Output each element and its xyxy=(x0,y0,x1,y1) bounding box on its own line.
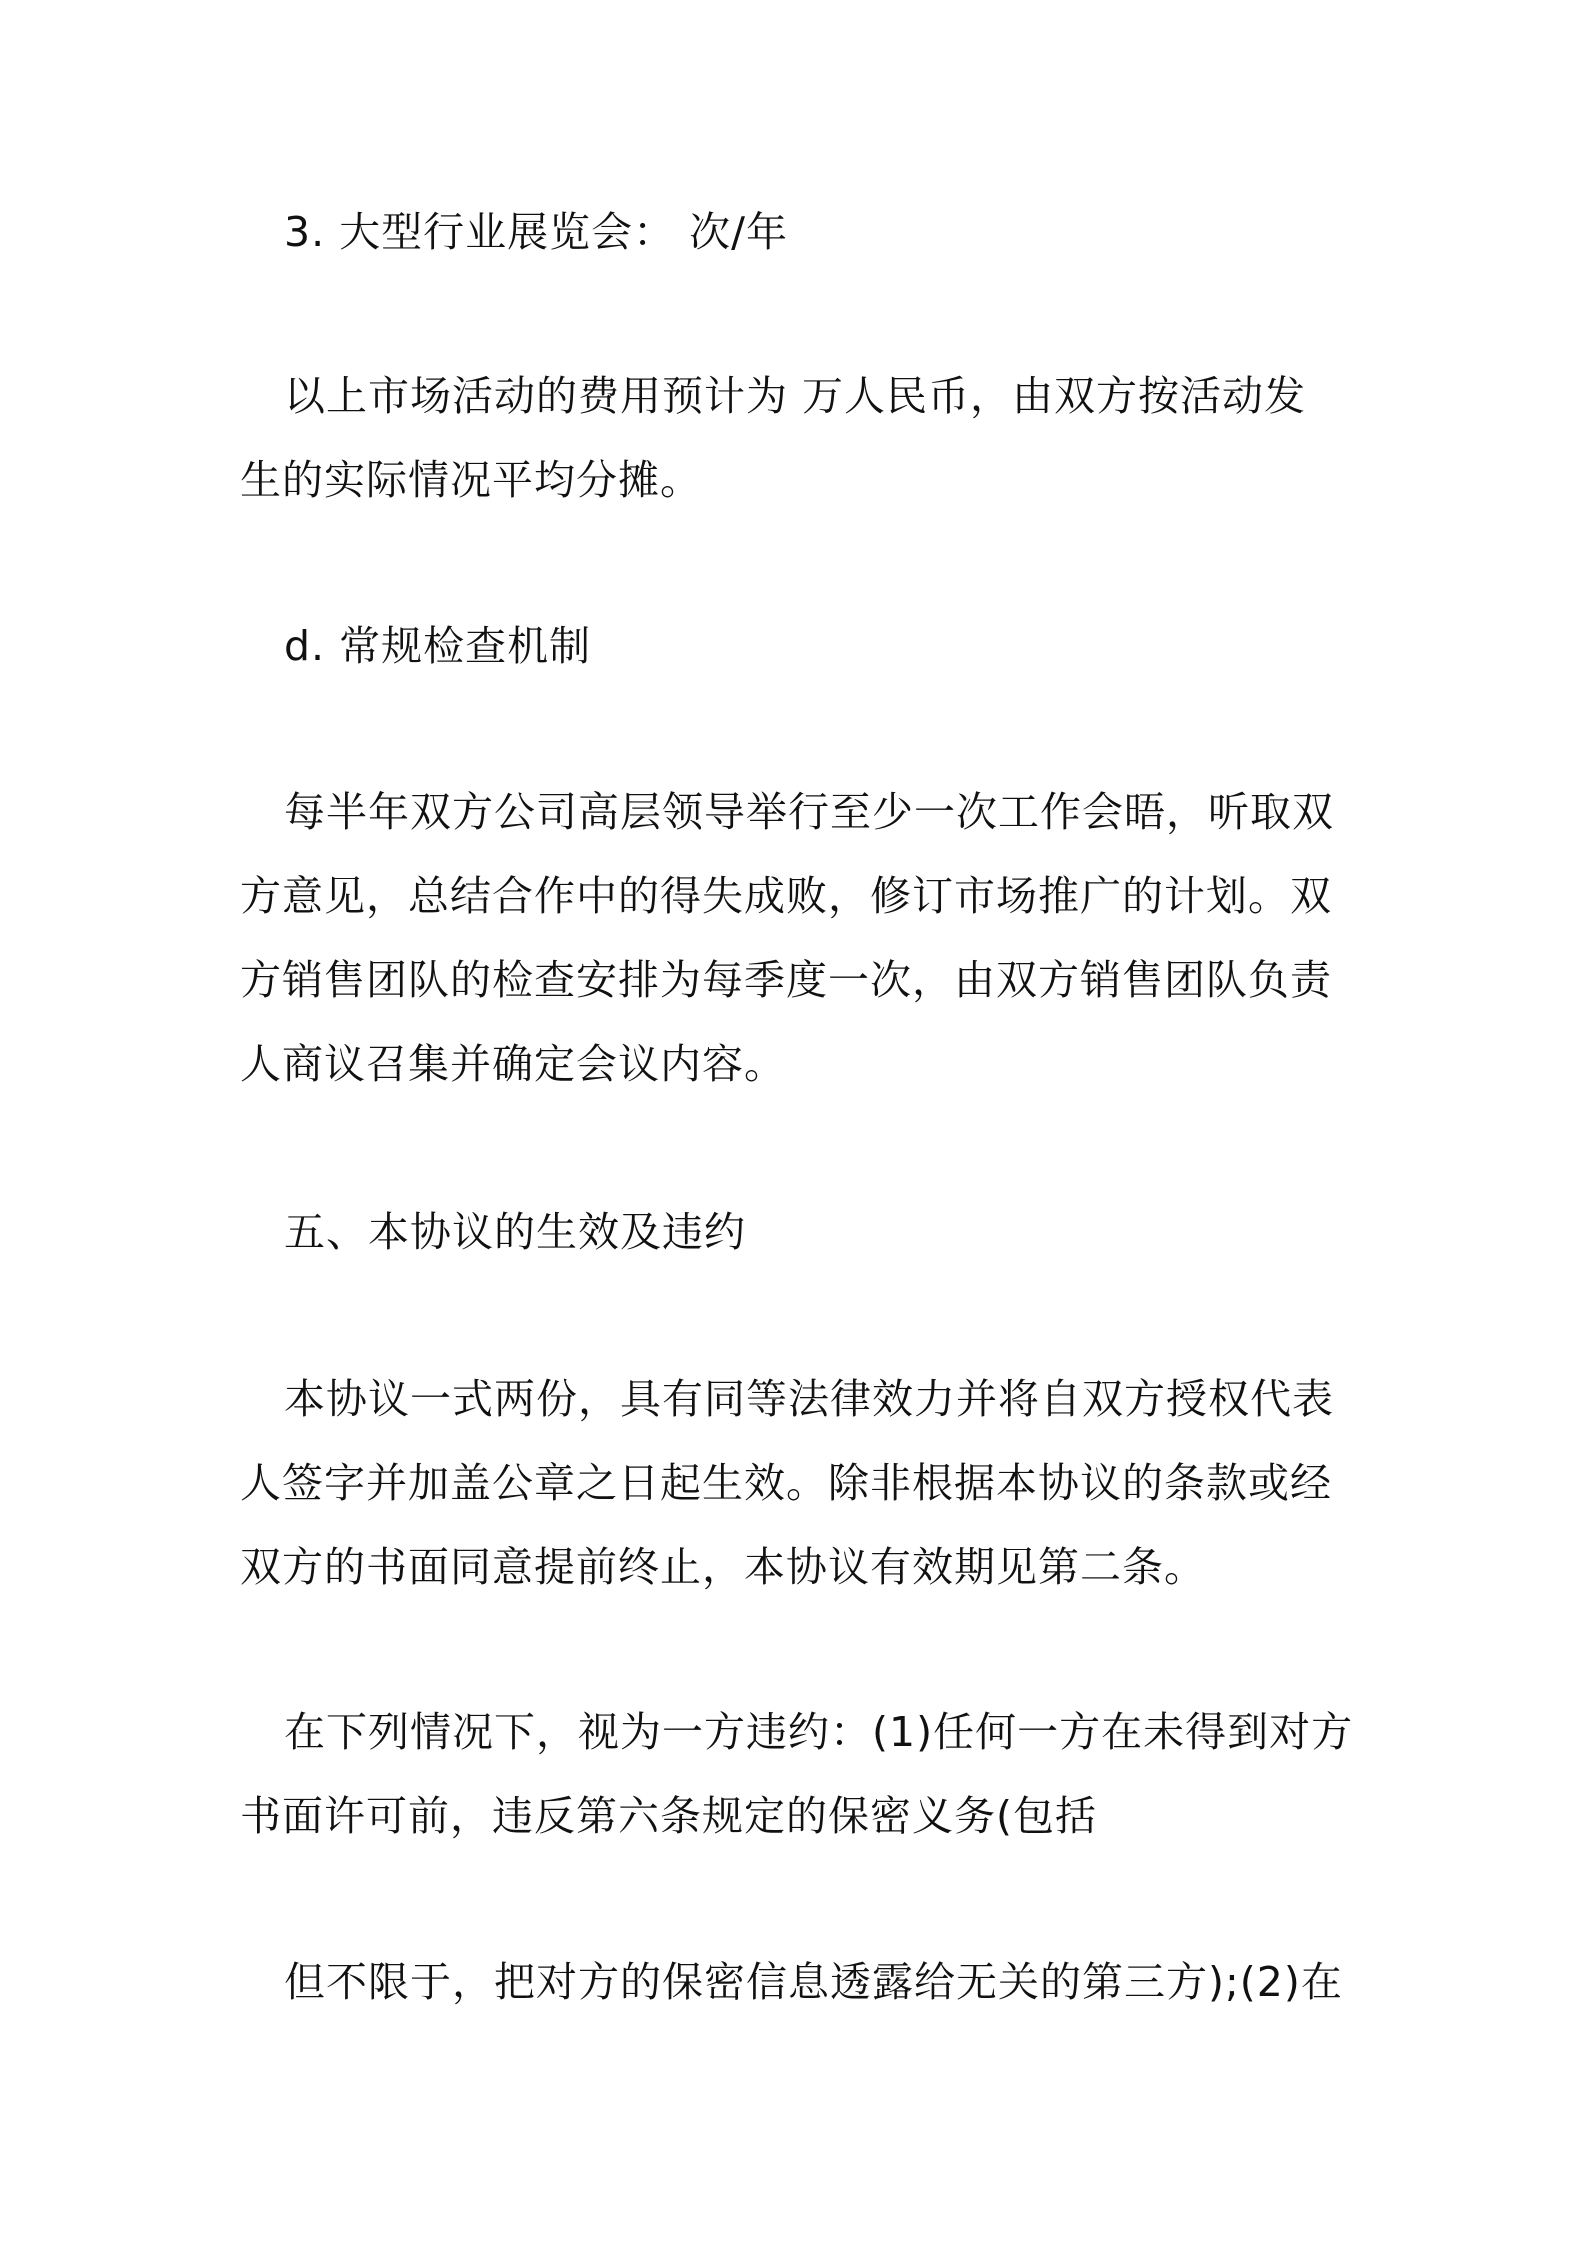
text-line: 3. 大型行业展览会： 次/年 xyxy=(284,208,788,256)
paragraph-breach-conditions xyxy=(240,1690,1360,1858)
text-line: 在下列情况下，视为一方违约：(1)任何一方在未得到对方 xyxy=(284,1708,1354,1756)
text-line: 本协议一式两份，具有同等法律效力并将自双方授权代表 xyxy=(284,1375,1334,1423)
text-line: 每半年双方公司高层领导举行至少一次工作会晤，听取双 xyxy=(284,788,1334,836)
heading-effectiveness-and-breach xyxy=(240,1190,1360,1274)
text-line: 以上市场活动的费用预计为 万人民币，由双方按活动发 xyxy=(284,372,1307,420)
text-line: d. 常规检查机制 xyxy=(284,622,592,670)
paragraph-exhibition-frequency xyxy=(240,190,1360,274)
text-line: 双方的书面同意提前终止，本协议有效期见第二条。 xyxy=(240,1543,1206,1591)
text-line: 方销售团队的检查安排为每季度一次，由双方销售团队负责 xyxy=(240,956,1332,1004)
text-line: 书面许可前，违反第六条规定的保密义务(包括 xyxy=(240,1792,1097,1840)
text-line: 但不限于，把对方的保密信息透露给无关的第三方);(2)在 xyxy=(284,1958,1343,2006)
paragraph-cost-sharing xyxy=(240,354,1360,522)
paragraph-breach-continued xyxy=(240,1940,1360,2024)
text-line: 人签字并加盖公章之日起生效。除非根据本协议的条款或经 xyxy=(240,1459,1332,1507)
text-line: 生的实际情况平均分摊。 xyxy=(240,456,702,504)
heading-inspection-mechanism xyxy=(240,604,1360,688)
paragraph-inspection xyxy=(240,770,1360,1106)
paragraph-effectiveness xyxy=(240,1357,1360,1609)
text-line: 方意见，总结合作中的得失成败，修订市场推广的计划。双 xyxy=(240,872,1332,920)
text-line: 人商议召集并确定会议内容。 xyxy=(240,1040,786,1088)
text-line: 五、本协议的生效及违约 xyxy=(284,1208,746,1256)
